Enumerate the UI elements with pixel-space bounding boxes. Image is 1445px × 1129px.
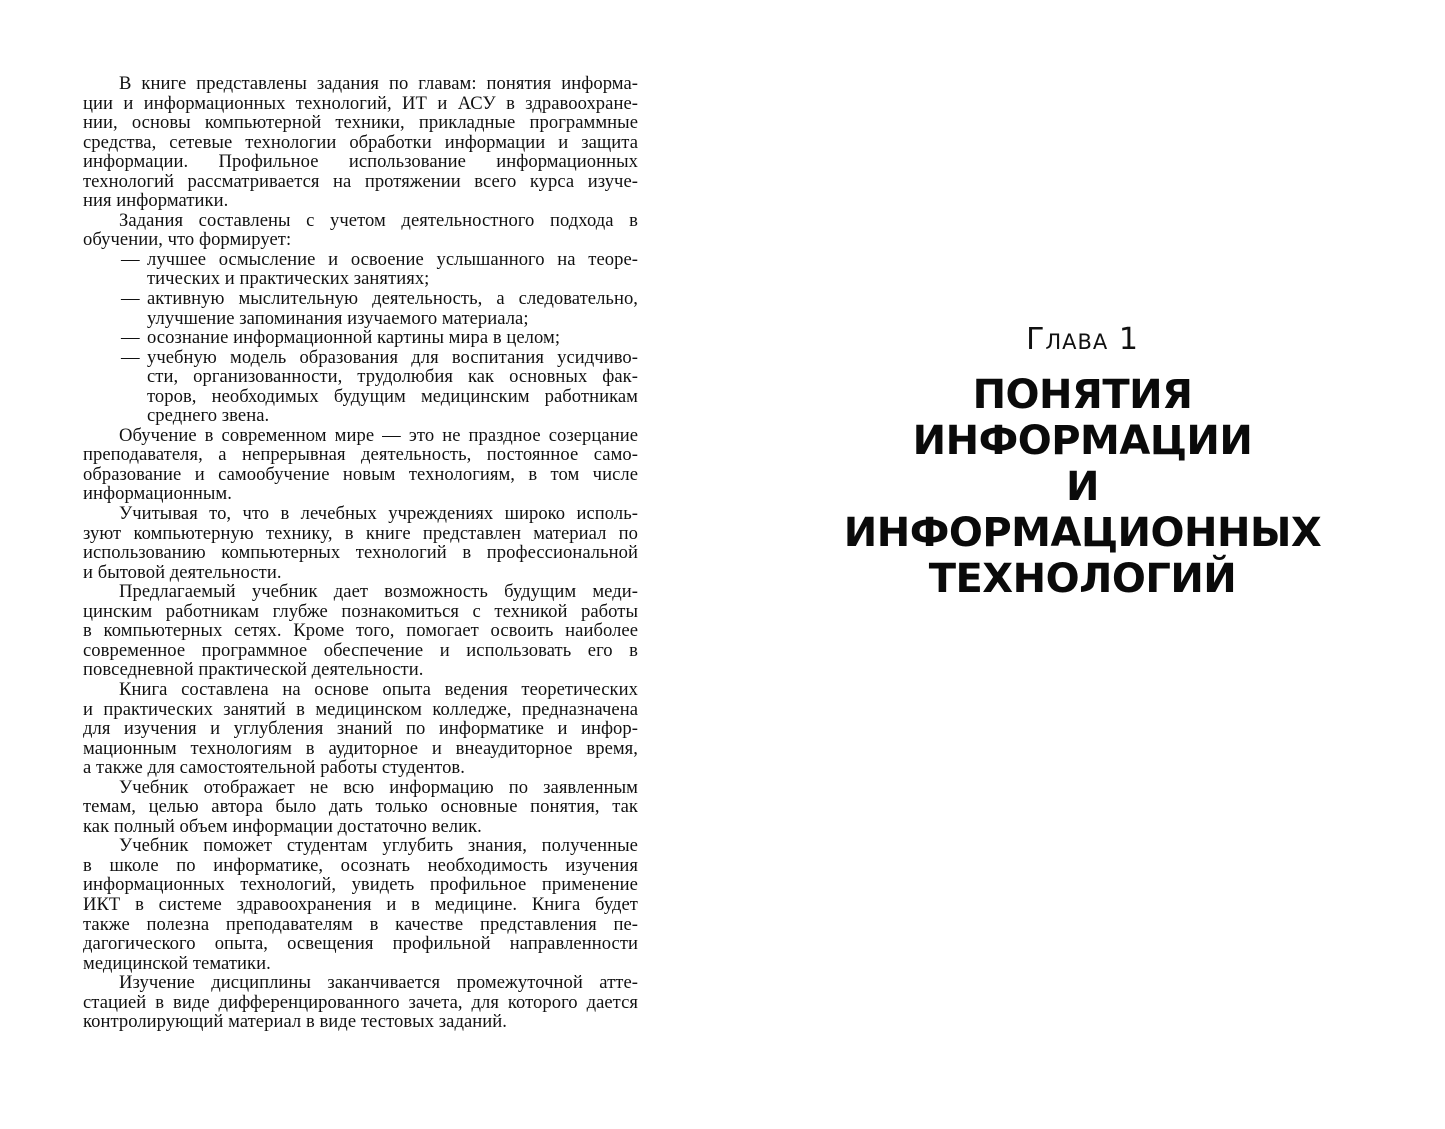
- text-line: Учебник отображает не всю информацию по заявленным: [119, 776, 638, 798]
- text-line: Учебник поможет студентам углубить знания, полученные: [119, 835, 638, 857]
- text-line: торов, необходимых будущим медицинским работникам: [147, 385, 638, 407]
- text-line: среднего звена.: [147, 405, 270, 427]
- text-line: Задания составлены с учетом деятельностного подхода в: [119, 209, 638, 231]
- text-line: также полезна преподавателям в качестве представления пе-: [83, 913, 638, 935]
- text-line: в компьютерных сетях. Кроме того, помогает освоить наиболее: [83, 620, 638, 642]
- text-line: для изучения и углубления знаний по информатике и инфор-: [83, 718, 638, 740]
- bullet-text: активную мыслительную деятельность, а следовательно,: [147, 288, 638, 310]
- bullet-dash-icon: —: [121, 288, 140, 310]
- bullet-text: учебную модель образования для воспитания усидчиво-: [147, 346, 638, 368]
- text-line: тических и практических занятиях;: [147, 268, 430, 290]
- text-line: В книге представлены задания по главам: понятия информа-: [119, 73, 638, 94]
- text-line: и практических занятий в медицинском колледже, предназначена: [83, 698, 638, 720]
- text-line: а также для самостоятельной работы студентов.: [83, 757, 465, 779]
- text-line: темам, целью автора было дать только основные понятия, так: [83, 796, 638, 818]
- text-line: Книга составлена на основе опыта ведения теоретических: [119, 678, 638, 700]
- text-line: технологий рассматривается на протяжении всего курса изуче-: [83, 170, 638, 192]
- text-line: современное программное обеспечение и использовать его в: [83, 639, 638, 661]
- text-line: в школе по информатике, осознать необходимость изучения: [83, 854, 638, 876]
- text-line: контролирующий материал в виде тестовых заданий.: [83, 1011, 507, 1033]
- text-line: Изучение дисциплины заканчивается промежуточной атте-: [119, 972, 638, 994]
- text-line: обучении, что формирует:: [83, 229, 292, 251]
- text-line: ИКТ в системе здравоохранения и в медицине. Книга будет: [83, 893, 638, 915]
- chapter-title-line: ТЕХНОЛОГИЙ: [928, 556, 1237, 602]
- text-line: сти, организованности, трудолюбия как основных фак-: [147, 366, 638, 388]
- bullet-text: осознание информационной картины мира в целом;: [147, 327, 561, 349]
- chapter-title-line: ПОНЯТИЯ: [972, 372, 1193, 418]
- text-line: и бытовой деятельности.: [83, 561, 282, 583]
- bullet-dash-icon: —: [121, 327, 140, 349]
- text-line: использованию компьютерных технологий в профессиональной: [83, 542, 638, 564]
- text-line: информационным.: [83, 483, 232, 505]
- text-line: зуют компьютерную технику, в книге представлен материал по: [83, 522, 638, 544]
- text-line: нии, основы компьютерной техники, прикладные программные: [83, 112, 638, 134]
- chapter-title-line: ИНФОРМАЦИОННЫХ: [843, 510, 1322, 556]
- text-line: ния информатики.: [83, 190, 229, 212]
- text-line: информации. Профильное использование информационных: [83, 151, 638, 173]
- text-line: информационных технологий, увидеть профильное применение: [83, 874, 638, 896]
- bullet-dash-icon: —: [121, 248, 140, 270]
- chapter-title: [800, 372, 1365, 602]
- text-line: стацией в виде дифференцированного зачета, для которого дается: [83, 991, 638, 1013]
- text-line: [83, 328, 638, 348]
- chapter-title-line: И: [1066, 464, 1099, 510]
- bullet-text: лучшее осмысление и освоение услышанного на теоре-: [147, 248, 638, 270]
- bullet-dash-icon: —: [121, 346, 140, 368]
- text-line: [83, 348, 638, 368]
- text-line: средства, сетевые технологии обработки информации и защита: [83, 131, 638, 153]
- text-line: повседневной практической деятельности.: [83, 659, 424, 681]
- text-line: цинским работникам глубже познакомиться с техникой работы: [83, 600, 638, 622]
- text-line: Предлагаемый учебник дает возможность будущим меди-: [119, 581, 638, 603]
- text-line: Обучение в современном мире — это не праздное созерцание: [119, 424, 638, 446]
- text-line: ции и информационных технологий, ИТ и АСУ в здравоохране-: [83, 92, 638, 114]
- text-line: медицинской тематики.: [83, 952, 271, 974]
- text-line: [83, 250, 638, 270]
- text-line: как полный объем информации достаточно велик.: [83, 815, 482, 837]
- text-line: [83, 289, 638, 309]
- text-line: Учитывая то, что в лечебных учреждениях широко исполь-: [119, 503, 638, 525]
- left-page-preface: [83, 74, 638, 1032]
- chapter-title-line: ИНФОРМАЦИИ: [912, 418, 1253, 464]
- text-line: мационным технологиям в аудиторное и внеаудиторное время,: [83, 737, 638, 759]
- chapter-label: Глава 1: [1026, 322, 1139, 357]
- right-page-chapter-opener: [800, 318, 1365, 602]
- text-line: дагогического опыта, освещения профильной направленности: [83, 933, 638, 955]
- text-line: улучшение запоминания изучаемого материала;: [147, 307, 529, 329]
- text-line: преподавателя, а непрерывная деятельность, постоянное само-: [83, 444, 638, 466]
- text-line: образование и самообучение новым технологиям, в том числе: [83, 463, 638, 485]
